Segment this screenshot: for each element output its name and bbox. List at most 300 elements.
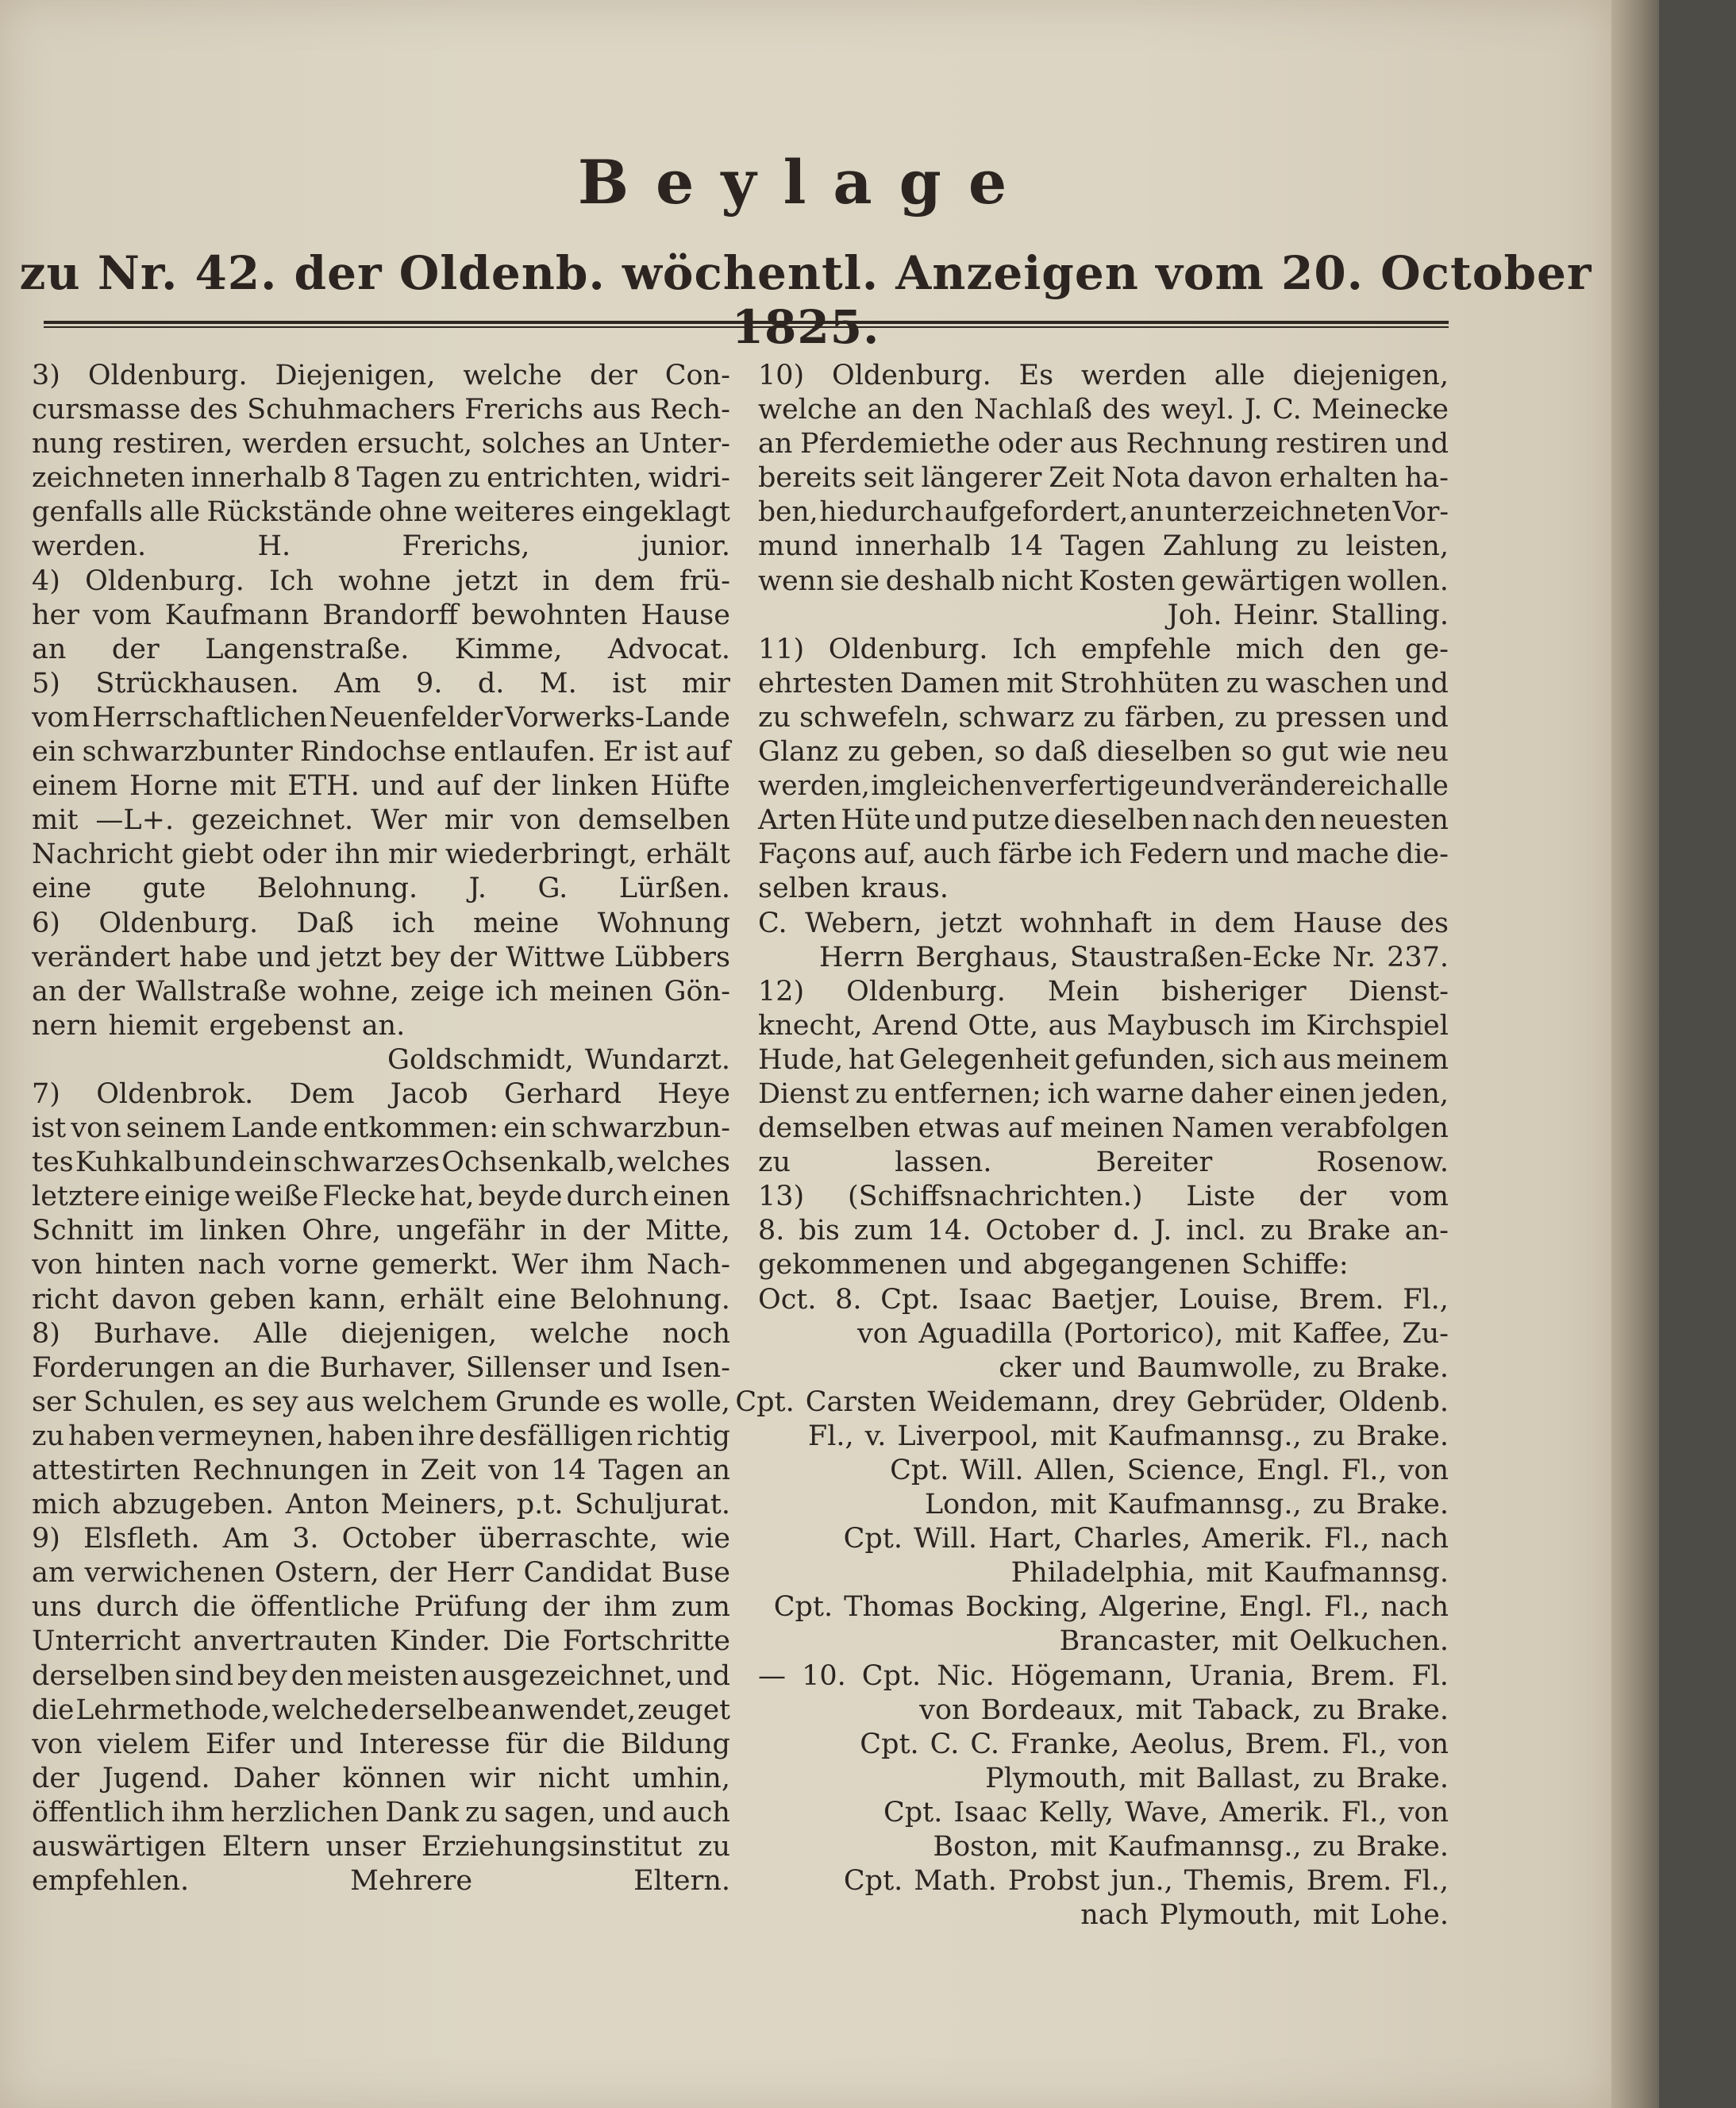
word: in	[540, 1215, 568, 1247]
word: entkommen:	[322, 1112, 498, 1145]
word: Isaac	[958, 1283, 1033, 1316]
word: Vorwerks-Lande	[505, 701, 730, 734]
word: London,	[924, 1489, 1039, 1521]
word: und	[1161, 770, 1214, 803]
word: 9)	[32, 1523, 60, 1555]
word: Bildung	[620, 1728, 730, 1760]
word: Isaac	[953, 1796, 1028, 1829]
word: letztere	[32, 1181, 140, 1213]
word: nach	[1380, 1523, 1449, 1555]
word: Tagen	[356, 462, 442, 495]
word: wohne,	[298, 975, 399, 1008]
word: an	[224, 1351, 259, 1384]
word: an	[595, 428, 629, 461]
text-line	[758, 565, 1449, 599]
word: C.	[758, 907, 787, 939]
word: richt	[32, 1283, 99, 1316]
text-line	[32, 1522, 730, 1556]
word: Elsfleth.	[83, 1523, 200, 1555]
word: und	[1235, 838, 1290, 871]
word: verändert	[32, 941, 171, 973]
word: entfernen;	[894, 1077, 1041, 1110]
word: Jacob	[390, 1077, 468, 1110]
word: sey	[252, 1385, 298, 1418]
word: zu	[1312, 1831, 1345, 1863]
word: Wer	[511, 1249, 568, 1281]
word: und	[1395, 667, 1449, 699]
word: Daher	[233, 1762, 320, 1794]
word: alle	[1214, 360, 1265, 391]
text-line	[32, 1454, 730, 1488]
word: demselben	[758, 1112, 910, 1145]
word: Brake	[1307, 1215, 1391, 1247]
word: durch	[566, 1181, 649, 1213]
word: Wallstraße	[136, 975, 287, 1008]
word: Amerik.	[1219, 1796, 1330, 1829]
word: J.	[1153, 1215, 1172, 1247]
word: am	[32, 1557, 75, 1590]
left-column	[32, 359, 730, 1898]
word: bey	[237, 1659, 287, 1692]
text-line	[32, 633, 730, 667]
word: Heinr.	[1233, 599, 1320, 631]
word: Zahlung	[1162, 530, 1280, 563]
word: Vor-	[1392, 496, 1449, 529]
word: gezeichnet.	[191, 804, 354, 837]
word: zu	[1083, 701, 1116, 734]
word: Schiffe:	[1241, 1249, 1349, 1281]
word: d.	[1113, 1215, 1140, 1247]
word: welchem	[362, 1385, 488, 1418]
word: gewärtigen	[1180, 565, 1341, 597]
word: Tagen	[1060, 530, 1146, 563]
word: verändere	[1214, 770, 1356, 803]
word: Cpt.	[843, 1865, 903, 1898]
text-line	[32, 667, 730, 701]
word: erhält	[399, 1283, 484, 1316]
word: an-	[1404, 1215, 1449, 1247]
text-line	[758, 975, 1449, 1009]
word: Brake.	[1356, 1351, 1449, 1384]
text-line	[32, 1762, 730, 1796]
word: der	[111, 633, 160, 665]
word: unterzeichneten	[1164, 496, 1391, 529]
word: verabfolgen	[1280, 1112, 1449, 1145]
text-line	[32, 1283, 730, 1317]
word: Taback,	[1192, 1694, 1302, 1726]
word: Kaufmannsg.,	[1107, 1831, 1302, 1863]
word: Zu-	[1402, 1317, 1449, 1350]
word: aus	[592, 394, 641, 426]
word: ha-	[1404, 462, 1449, 495]
word: Algerine,	[1099, 1591, 1228, 1624]
word: unser	[325, 1831, 406, 1863]
word: die	[192, 1591, 237, 1624]
word: öffentlich	[32, 1796, 165, 1829]
word: innerhalb	[855, 530, 991, 563]
text-line	[32, 1146, 730, 1180]
word: Strohhüten	[1060, 667, 1219, 699]
text-line	[758, 461, 1449, 495]
word: die-	[1395, 838, 1449, 871]
word: von	[1398, 1455, 1449, 1486]
text-line	[758, 1283, 1449, 1317]
text-line	[32, 1112, 730, 1146]
word: cker	[999, 1351, 1061, 1384]
word: aus	[1282, 1043, 1332, 1076]
word: im	[1261, 1009, 1296, 1042]
word: Charles,	[1073, 1523, 1191, 1555]
word: Oldenburg.	[98, 907, 259, 939]
word: an.	[361, 1009, 406, 1042]
word: Oldenbrok.	[96, 1077, 254, 1110]
word: drey	[1111, 1385, 1176, 1418]
word: Fortschritte	[562, 1625, 730, 1658]
word: Fl.,	[807, 1420, 854, 1452]
word: Franke,	[1010, 1728, 1120, 1760]
word: vom	[1389, 1181, 1449, 1213]
word: von	[488, 1455, 539, 1486]
word: und	[371, 770, 425, 803]
text-line	[32, 1248, 730, 1282]
word: mit	[1049, 1831, 1097, 1863]
word: Burhaver,	[319, 1351, 457, 1384]
word: des	[189, 394, 238, 426]
word: verwichenen	[84, 1557, 265, 1590]
word: mit	[1206, 1557, 1253, 1590]
word: schwarz	[958, 701, 1075, 734]
word: —L+.	[95, 804, 175, 837]
word: Lehrmethode,	[75, 1694, 271, 1726]
text-line	[32, 1590, 730, 1624]
word: (Portorico),	[1063, 1317, 1224, 1350]
word: Engl.	[1238, 1591, 1313, 1624]
text-line	[758, 735, 1449, 769]
word: ihn	[334, 838, 380, 871]
text-line	[32, 1214, 730, 1248]
word: Buse	[661, 1557, 730, 1590]
word: alle	[1399, 770, 1449, 803]
word: Kaufmann	[164, 599, 310, 631]
word: genfalls	[32, 496, 143, 529]
word: 4)	[32, 565, 60, 597]
word: wie	[681, 1523, 730, 1555]
word: Cpt.	[735, 1385, 795, 1418]
word: abzugeben.	[111, 1489, 275, 1521]
word: jeden,	[1362, 1077, 1449, 1110]
word: nach	[1080, 1899, 1149, 1932]
word: auf	[1007, 1112, 1053, 1145]
word: Kimme,	[454, 633, 563, 665]
word: mit	[229, 770, 276, 803]
word: uns	[32, 1591, 83, 1624]
word: zu	[855, 1077, 888, 1110]
word: Lübbers	[614, 941, 730, 973]
word: Otte,	[968, 1009, 1039, 1042]
word: Philadelphia,	[1010, 1557, 1195, 1590]
text-line	[758, 1830, 1449, 1864]
word: linken	[552, 770, 639, 803]
word: putze	[972, 804, 1050, 837]
word: zu	[698, 1831, 730, 1863]
word: Brem.	[1306, 1865, 1392, 1898]
text-line	[32, 565, 730, 599]
word: haben	[67, 1420, 156, 1452]
word: beyde	[478, 1181, 563, 1213]
text-line	[758, 599, 1449, 633]
text-line	[758, 1112, 1449, 1146]
word: so	[994, 736, 1026, 769]
word: Brake.	[1356, 1694, 1449, 1726]
word: Stalling.	[1330, 599, 1449, 631]
word: Hause	[1292, 907, 1383, 939]
word: Mein	[1047, 975, 1120, 1008]
text-line	[32, 872, 730, 906]
word: Hüfte	[650, 770, 730, 803]
word: Nach-	[646, 1249, 730, 1281]
word: 8)	[32, 1317, 60, 1350]
text-line	[758, 1214, 1449, 1248]
word: und	[1395, 428, 1449, 461]
word: 13)	[758, 1181, 805, 1213]
word: Högemann,	[1010, 1659, 1173, 1692]
word: Schuljurat.	[574, 1489, 730, 1521]
word: Er	[602, 736, 637, 769]
word: Ostern,	[274, 1557, 379, 1590]
word: sind	[175, 1659, 234, 1692]
word: bis	[799, 1215, 840, 1247]
word: mir	[387, 838, 437, 871]
word: zu	[1312, 1762, 1345, 1794]
word: erhalten	[1279, 462, 1398, 495]
word: Science,	[1126, 1455, 1246, 1486]
word: zu	[1312, 1489, 1345, 1521]
word: einen	[652, 1181, 730, 1213]
word: Grunde	[495, 1385, 601, 1418]
word: ausgezeichnet,	[462, 1659, 673, 1692]
word: Flecke	[322, 1181, 416, 1213]
word: schwarzbunter	[82, 736, 293, 769]
word: entlaufen.	[453, 736, 596, 769]
word: Weidemann,	[927, 1385, 1101, 1418]
word: imgleichen	[871, 770, 1023, 803]
word: nicht	[537, 1762, 610, 1794]
word: Rech-	[649, 394, 730, 426]
word: Burhave.	[93, 1317, 221, 1350]
word: ser	[32, 1385, 76, 1418]
text-line	[758, 495, 1449, 530]
word: hiemit	[108, 1009, 198, 1042]
word: Ich	[269, 565, 314, 597]
word: ich	[1356, 770, 1398, 803]
word: eine	[32, 873, 92, 905]
word: Brem.	[1310, 1659, 1396, 1692]
word: Wohnung	[597, 907, 730, 939]
word: der	[541, 1591, 590, 1624]
word: zu	[1295, 530, 1329, 563]
word: Nachlaß	[973, 394, 1092, 426]
word: und	[256, 941, 311, 973]
word: ihre	[418, 1420, 475, 1452]
word: Alle	[253, 1317, 308, 1350]
word: Kaufmannsg.,	[1107, 1489, 1302, 1521]
word: leisten,	[1345, 530, 1449, 563]
word: einem	[32, 770, 118, 803]
word: der	[582, 1215, 630, 1247]
text-line	[32, 941, 730, 975]
word: 10)	[758, 360, 805, 391]
text-line	[758, 838, 1449, 872]
word: Brem.	[1245, 1728, 1330, 1760]
word: Fl.,	[1323, 1523, 1370, 1555]
word: Kirchspiel	[1306, 1009, 1449, 1042]
word: welche	[758, 394, 857, 426]
word: Kinder.	[389, 1625, 491, 1658]
word: mich	[32, 1489, 101, 1521]
text-line	[32, 461, 730, 495]
word: Fl.,	[1341, 1796, 1388, 1829]
word: des	[1102, 394, 1151, 426]
word: und	[914, 804, 968, 837]
word: an	[32, 975, 67, 1008]
word: ich	[392, 907, 435, 939]
word: desfälligen	[479, 1420, 633, 1452]
text-line	[758, 1624, 1449, 1659]
word: zeichneten	[32, 462, 186, 495]
word: 3)	[32, 360, 60, 391]
word: Schuhmachers	[247, 394, 456, 426]
word: ihm	[603, 1591, 657, 1624]
word: zu	[758, 701, 791, 734]
word: Will.	[913, 1523, 978, 1555]
word: den	[291, 1659, 344, 1692]
word: färben,	[1124, 701, 1226, 734]
word: Brake.	[1356, 1420, 1449, 1452]
word: Zeit	[1049, 462, 1105, 495]
word: 7)	[32, 1077, 60, 1110]
word: welches	[617, 1146, 730, 1179]
word: Ich	[1012, 633, 1057, 665]
word: Oldenburg.	[828, 633, 988, 665]
word: 14	[1007, 530, 1044, 563]
word: nach	[1192, 804, 1261, 837]
word: Arten	[758, 804, 837, 837]
word: wir	[469, 1762, 515, 1794]
word: ETH.	[287, 770, 360, 803]
word: Kelly,	[1038, 1796, 1114, 1829]
word: Will.	[960, 1455, 1024, 1486]
word: ein	[32, 736, 75, 769]
word: mit	[1049, 1489, 1097, 1521]
word: Urania,	[1188, 1659, 1295, 1692]
word: 6)	[32, 907, 60, 939]
word: Schnitt	[32, 1215, 133, 1247]
word: linken	[199, 1215, 287, 1247]
word: und	[958, 1249, 1012, 1281]
text-line	[758, 701, 1449, 735]
word: durch	[96, 1591, 179, 1624]
word: bereits	[758, 462, 856, 495]
text-line	[758, 872, 1449, 906]
text-line	[32, 1830, 730, 1864]
word: Dem	[289, 1077, 355, 1110]
word: jetzt	[319, 941, 382, 973]
word: von	[32, 1728, 83, 1760]
word: einen	[1278, 1077, 1357, 1110]
text-line	[32, 1180, 730, 1214]
word: Math.	[914, 1865, 997, 1898]
word: Advocat.	[607, 633, 730, 665]
text-line	[32, 701, 730, 735]
word: gut	[1281, 736, 1329, 769]
word: ehrtesten	[758, 667, 894, 699]
text-line	[758, 804, 1449, 838]
word: ihm	[171, 1796, 225, 1829]
word: Gön-	[664, 975, 730, 1008]
word: Wittwe	[506, 941, 606, 973]
word: Mehrere	[350, 1865, 473, 1898]
word: davon	[1187, 462, 1272, 495]
word: jun.,	[1111, 1865, 1173, 1898]
text-line	[758, 1556, 1449, 1590]
word: werden,	[758, 770, 870, 803]
word: Gerhard	[504, 1077, 622, 1110]
word: ein	[248, 1146, 292, 1179]
word: lassen.	[895, 1146, 992, 1179]
word: Frerichs,	[402, 530, 530, 563]
page-title: Beylage	[577, 147, 1034, 218]
word: Ohre,	[302, 1215, 382, 1247]
text-line	[758, 941, 1449, 975]
text-line	[758, 1898, 1449, 1933]
word: Die	[502, 1625, 551, 1658]
word: Namen	[1172, 1112, 1274, 1145]
word: Gelegenheit	[899, 1043, 1070, 1076]
word: C.	[1272, 394, 1302, 426]
word: vermeynen,	[159, 1420, 324, 1452]
word: Rückstände	[206, 496, 372, 529]
word: Am	[334, 667, 381, 699]
word: Hause	[641, 599, 730, 631]
word: knecht,	[758, 1009, 863, 1042]
word: October	[985, 1215, 1099, 1247]
word: Thomas	[844, 1591, 955, 1624]
word: dem	[1214, 907, 1276, 939]
word: dieselben	[1096, 736, 1232, 769]
word: Themis,	[1184, 1865, 1295, 1898]
word: derselben	[32, 1659, 171, 1692]
word: Wer	[371, 804, 427, 837]
word: Engl.	[1257, 1455, 1330, 1486]
word: der	[389, 1557, 437, 1590]
word: zu	[758, 1146, 791, 1179]
word: Langenstraße.	[205, 633, 410, 665]
word: giebt	[181, 838, 254, 871]
word: Staustraßen-Ecke	[1069, 941, 1322, 973]
word: Es	[1018, 360, 1054, 391]
word: anwendet,	[491, 1694, 637, 1726]
word: Zeit	[420, 1455, 476, 1486]
word: Plymouth,	[985, 1762, 1128, 1794]
word: weyl.	[1161, 394, 1235, 426]
word: gefunden,	[1074, 1043, 1216, 1076]
word: Wave,	[1125, 1796, 1209, 1829]
word: jetzt	[456, 565, 518, 597]
word: warne	[1096, 1077, 1184, 1110]
word: mit	[1006, 667, 1053, 699]
word: so	[1241, 736, 1272, 769]
word: bisheriger	[1161, 975, 1307, 1008]
